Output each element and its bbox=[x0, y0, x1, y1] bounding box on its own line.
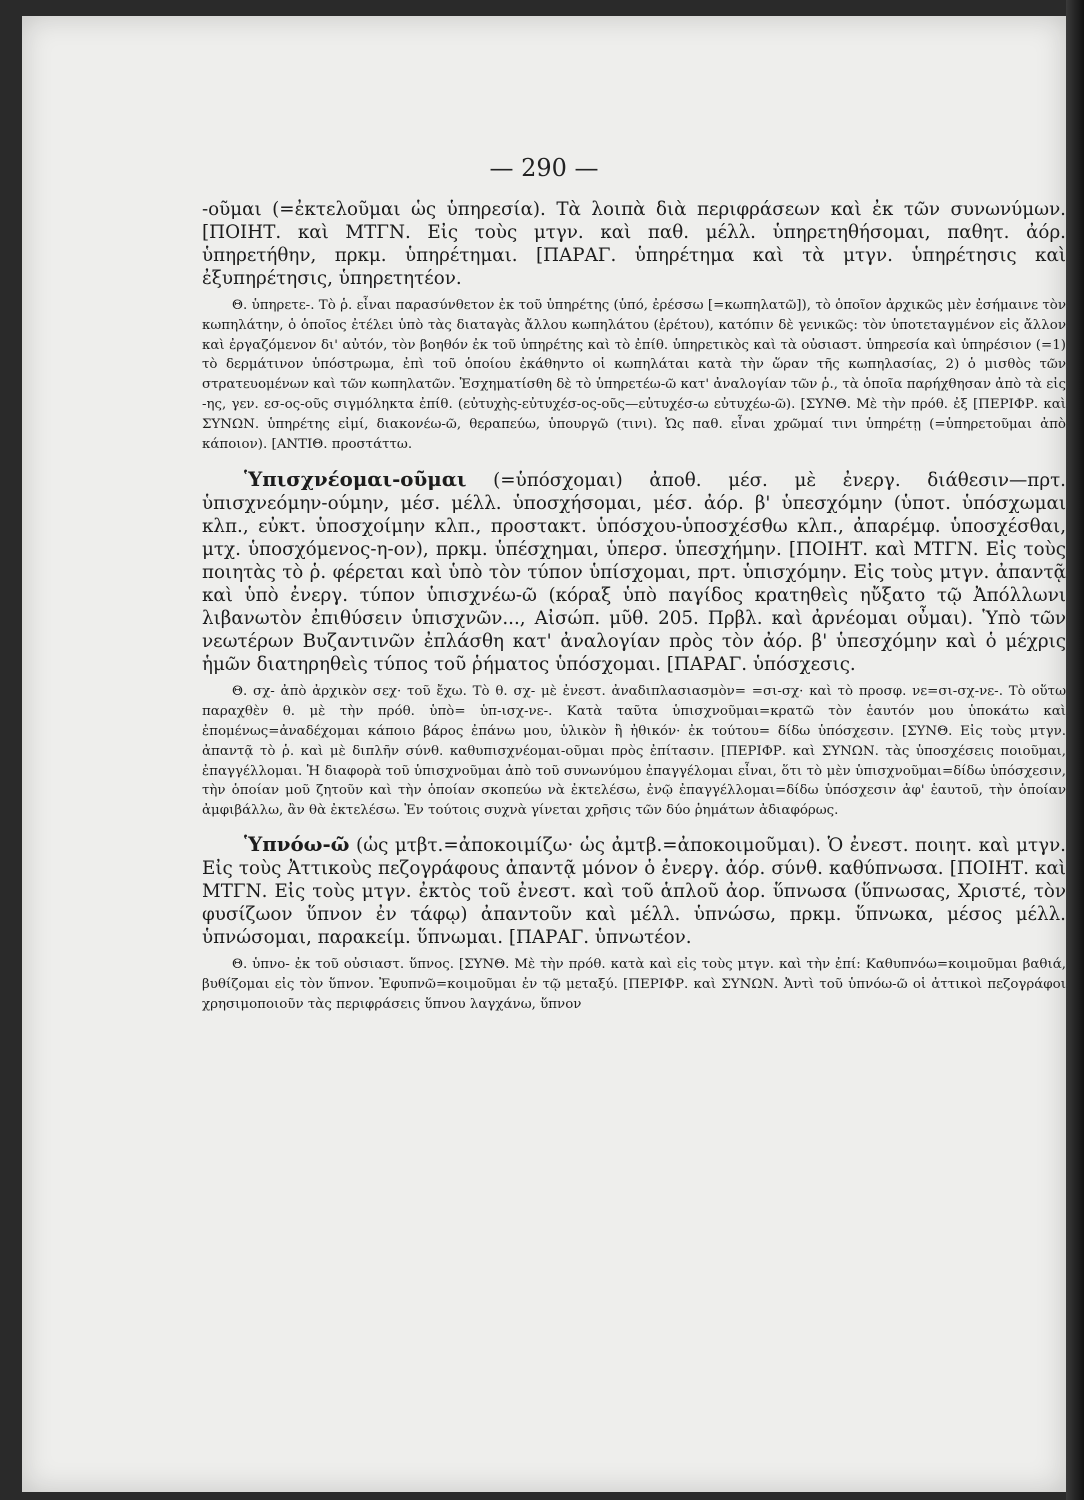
entry-body: (ὡς μτβτ.=ἀποκοιμίζω· ὡς ἀμτβ.=ἀποκοιμοῦμαι). Ὁ ἐνεστ. ποιητ. καὶ μτγν. Εἰς τοὺς Ἀττικοὺς πεζογράφους ἀπαντᾷ μόνον ὁ ἐνεργ. ἀόρ. σύνθ. καθύπνωσα. [ΠΟΙΗΤ. καὶ ΜΤΓΝ. Εἰς τοὺς μτγν. ἐκτὸς τοῦ ἐνεστ. καὶ τοῦ ἁπλοῦ ἀορ. ὕπνωσα (ὕπνωσας, Χριστέ, τὸν φυσίζωον ὕπνον ἐν τάφῳ) ἀπαντοῦν καὶ μέλλ. ὑπνώσω, πρκμ. ὕπνωκα, μέσος μέλλ. ὑπνώσομαι, παρακείμ. ὕπνωμαι. [ΠΑΡΑΓ. ὑπνωτέον. bbox=[202, 834, 1066, 948]
etymology-note-text: Θ. σχ- ἀπὸ ἀρχικὸν σεχ· τοῦ ἔχω. Τὸ θ. σχ- μὲ ἐνεστ. ἀναδιπλασιασμὸν= =σι-σχ· καὶ τὸ προσφ. νε=σι-σχ-νε-. Τὸ οὕτω παραχθὲν θ. μὲ τὴν πρόθ. ὑπὸ= ὑπ-ισχ-νε-. Κατὰ ταῦτα ὑπισχνοῦμαι=κρατῶ τὸν ἑαυτόν μου ὑποκάτω καὶ ἐπομένως=ἀναδέχομαι κάποιο βάρος ἐπάνω μου, ὑλικὸν ἢ ἠθικόν· ἐκ τούτου= δίδω ὑπόσχεσιν. [ΣΥΝΘ. Εἰς τοὺς μτγν. ἀπαντᾷ τὸ ῥ. καὶ μὲ διπλῆν σύνθ. καθυπισχνέομαι-οῦμαι πρὸς ἐπίτασιν. [ΠΕΡΙΦΡ. καὶ ΣΥΝΩΝ. τὰς ὑποσχέσεις ποιοῦμαι, ἐπαγγέλλομαι. Ἡ διαφορὰ τοῦ ὑπισχνοῦμαι ἀπὸ τοῦ συνωνύμου ἐπαγγέλομαι εἶναι, ὅτι τὸ μὲν ὑπισχνοῦμαι=δίδω ὑπόσχεσιν, τὴν ὁποίαν μοῦ ζητοῦν καὶ τὴν ὁποίαν σκοπεύω νὰ ἐκτελέσω, ἐνῷ ἐπαγγέλλομαι=δίδω ὑπόσχεσιν ἀφ' ἑαυτοῦ, τὴν ὁποίαν ἀμφιβάλλω, ἂν θὰ ἐκτελέσω. Ἐν τούτοις συχνὰ γίνεται χρῆσις τῶν δύο ῥημάτων ἀδιαφόρως. bbox=[202, 684, 1066, 819]
entry-body: (=ὑπόσχομαι) ἀποθ. μέσ. μὲ ἐνεργ. διάθεσιν—πρτ. ὑπισχνεόμην-ούμην, μέσ. μέλλ. ὑποσχήσομαι, μέσ. ἀόρ. β' ὑπεσχόμην (ὑποτ. ὑπόσχωμαι κλπ., εὐκτ. ὑποσχοίμην κλπ., προστακτ. ὑπόσχου-ὑποσχέσθω κλπ., ἀπαρέμφ. ὑποσχέσθαι, μτχ. ὑποσχόμενος-η-ον), πρκμ. ὑπέσχημαι, ὑπερσ. ὑπεσχήμην. [ΠΟΙΗΤ. καὶ ΜΤΓΝ. Εἰς τοὺς ποιητὰς τὸ ῥ. φέρεται καὶ ὑπὸ τὸν τύπον ὑπίσχομαι, πρτ. ὑπισχόμην. Εἰς τοὺς μτγν. ἀπαντᾷ καὶ ὑπὸ ἐνεργ. τύπον ὑπισχνέω-ῶ (κόραξ ὑπὸ παγίδος κρατηθεὶς ηὔξατο τῷ Ἀπόλλωνι λιβανωτὸν ἐπιθύσειν ὑπισχνῶν..., Αἰσώπ. μῦθ. 205. Πρβλ. καὶ ἀρνέομαι οὖμαι). Ὑπὸ τῶν νεωτέρων Βυζαντινῶν ἐπλάσθη κατ' ἀναλογίαν πρὸς τὸν ἀόρ. β' ὑπεσχόμην καὶ ὁ μέχρις ἡμῶν διατηρηθεὶς τύπος τοῦ ῥήματος ὑπόσχομαι. [ΠΑΡΑΓ. ὑπόσχεσις. bbox=[202, 470, 1066, 676]
continuation-text: -οῦμαι (=ἐκτελοῦμαι ὡς ὑπηρεσία). Τὰ λοιπὰ διὰ περιφράσεων καὶ ἐκ τῶν συνωνύμων. [ΠΟΙΗΤ. καὶ ΜΤΓΝ. Εἰς τοὺς μτγν. καὶ παθ. μέλλ. ὑπηρετηθήσομαι, παθητ. ἀόρ. ὑπηρετήθην, πρκμ. ὑπηρέτημαι. [ΠΑΡΑΓ. ὑπηρέτημα καὶ τὰ μτγν. ὑπηρέτησις καὶ ἐξυπηρέτησις, ὑπηρετητέον. bbox=[202, 199, 1066, 289]
etymology-note-text: Θ. ὑπηρετε-. Τὸ ῥ. εἶναι παρασύνθετον ἐκ τοῦ ὑπηρέτης (ὑπό, ἐρέσσω [=κωπηλατῶ]), τὸ ὁποῖον ἀρχικῶς μὲν ἐσήμαινε τὸν κωπηλάτην, ὁ ὁποῖος ἐτέλει ὑπὸ τὰς διαταγὰς ἄλλου κωπηλάτου (ἐρέτου), κατόπιν δὲ γενικῶς: τὸν ὑποτεταγμένον εἰς ἄλλον καὶ ἐργαζόμενον δι' αὐτόν, τὸν βοηθόν ἐκ τοῦ ὑπηρέτης καὶ τὸ ἐπίθ. ὑπηρετικὸς καὶ τὰ οὐσιαστ. ὑπηρεσία καὶ ὑπηρέσιον (=1) τὸ δερμάτινον ὑπόστρωμα, ἐπὶ τοῦ ὁποίου ἐκάθηντο οἱ κωπηλάται κατὰ τὴν ὥραν τῆς κωπηλασίας, 2) ὁ μισθὸς τῶν στρατευομένων καὶ τῶν κωπηλατῶν. Ἐσχηματίσθη δὲ τὸ ὑπηρετέω-ῶ κατ' ἀναλογίαν τῶν ῥ., τὰ ὁποῖα παρήχθησαν ἀπὸ τὰ εἰς -ης, γεν. εσ-ος-οῦς σιγμόληκτα ἐπίθ. (εὐτυχὴς-εὐτυχέσ-ος-οῦς—εὐτυχέσ-ω εὐτυχέω-ῶ). [ΣΥΝΘ. Μὲ τὴν πρόθ. ἐξ [ΠΕΡΙΦΡ. καὶ ΣΥΝΩΝ. ὑπηρέτης εἰμί, διακονέω-ῶ, θεραπεύω, ὑπουργῶ (τινι). Ὡς παθ. εἶναι χρῶμαί τινι ὑπηρέτῃ (=ὑπηρετοῦμαι ἀπὸ κάποιον). [ΑΝΤΙΘ. προστάττω. bbox=[202, 298, 1066, 452]
entry-headword: Ὑπνόω-ῶ bbox=[244, 831, 350, 856]
page-number: — 290 — bbox=[489, 154, 599, 182]
page-body bbox=[202, 198, 1066, 1014]
etymology-note bbox=[202, 682, 1066, 821]
dictionary-page bbox=[22, 16, 1066, 1492]
dictionary-entry bbox=[202, 468, 1066, 676]
etymology-note-text: Θ. ὑπνο- ἐκ τοῦ οὐσιαστ. ὕπνος. [ΣΥΝΘ. Μὲ τὴν πρόθ. κατὰ καὶ εἰς τοὺς μτγν. καὶ τὴν ἐπί: Καθυπνόω=κοιμοῦμαι βαθιά, βυθίζομαι εἰς τὸν ὕπνον. Ἐφυπνῶ=κοιμοῦμαι ἐν τῷ μεταξύ. [ΠΕΡΙΦΡ. καὶ ΣΥΝΩΝ. Ἀντὶ τοῦ ὑπνόω-ῶ οἱ ἀττικοὶ πεζογράφοι χρησιμοποιοῦν τὰς περιφράσεις ὕπνου λαγχάνω, ὕπνον bbox=[202, 956, 1066, 1012]
scan-edge bbox=[1066, 0, 1084, 1500]
dictionary-entry bbox=[202, 833, 1066, 949]
etymology-note bbox=[202, 955, 1066, 1014]
entry-headword: Ὑπισχνέομαι-οῦμαι bbox=[244, 467, 467, 492]
continuation-paragraph bbox=[202, 198, 1066, 290]
etymology-note bbox=[202, 296, 1066, 454]
